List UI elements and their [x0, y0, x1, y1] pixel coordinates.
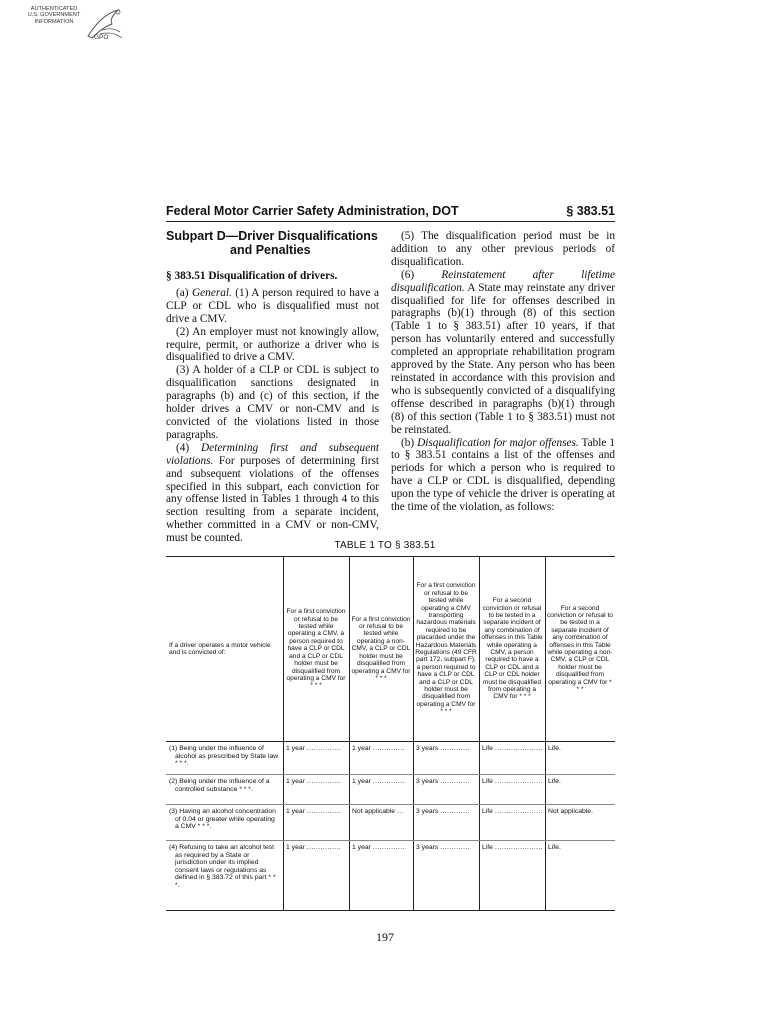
offense-cell: (3) Having an alcohol concentration of 0.04 or greater while operating a CMV * * *.: [169, 808, 276, 831]
period-cell: Life.: [548, 745, 561, 752]
eagle-emblem-icon: [82, 6, 142, 46]
paragraph-a6: (6) Reinstatement after lifetime disqualification. A State may reinstate any driver disqualified for life for offenses described in paragraphs (b)(1) through (8) of this section (Table 1 to § 383.51) after 10 years, if that person has voluntarily entered and successfully completed an appropriate rehabilitation program approved by the State. Any person who has been reinstated in accordance with this provision and who is subsequently convicted of a disqualifying offense described in paragraphs (b)(1) through (8) of this section (Table 1 to § 383.51) must not be reinstated.: [391, 268, 615, 436]
agency-title: Federal Motor Carrier Safety Administration, DOT: [166, 204, 459, 218]
logo-line: AUTHENTICATED: [30, 6, 78, 12]
section-heading: § 383.51 Disqualification of drivers.: [166, 270, 338, 282]
period-cell: Life: [482, 844, 493, 851]
period-cell: 1 year: [286, 844, 305, 851]
period-cell: 3 years: [416, 808, 439, 815]
logo-line: U.S. GOVERNMENT: [27, 12, 81, 19]
period-cell: Life: [482, 745, 493, 752]
header-rule: [166, 221, 615, 222]
period-cell: 1 year: [352, 745, 371, 752]
period-cell: Life: [482, 808, 493, 815]
table-row: (2) Being under the influence of a controlled substance * * *. 1 year ............... 1 year .............. 3 years ............. Life ..................... Life.: [166, 774, 615, 805]
table-header-cell: If a driver operates a motor vehicle and is convicted of:: [169, 641, 271, 656]
offense-cell: (4) Refusing to take an alcohol test as required by a State or jurisdiction under its implied consent laws or regulations as defined in § 383.72 of this part * * *.: [169, 844, 276, 889]
table-header-cell: For a first conviction or refusal to be tested while operating a CMV transporting hazardous materials required to be placarded under the Hazardous Materials Regulations (49 CFR part 172, subpart F), a person required to have a CLP or CDL and a CLP or CDL holder must be disqualified from operating a CMV for * * *: [415, 582, 477, 716]
gpo-mark: GPO: [94, 34, 109, 41]
section-number: § 383.51: [566, 204, 615, 218]
period-cell: 3 years: [416, 844, 439, 851]
subpart-title-continued: and Penalties: [230, 242, 311, 257]
running-header: [166, 204, 615, 218]
left-column: [166, 230, 379, 545]
paragraph-a2: (2) An employer must not knowingly allow, require, permit, or authorize a driver who is disqualified to drive a CMV.: [166, 325, 379, 364]
period-cell: 1 year: [352, 778, 371, 785]
paragraph-a5: (5) The disqualification period must be in addition to any other previous periods of disqualification.: [391, 230, 615, 268]
period-cell: 1 year: [286, 808, 305, 815]
table-header-cell: For a second conviction or refusal to be tested in a separate incident of any combination of offenses in this Table while operating a CMV, a person required to have a CLP or CDL and a CLP or CDL holder must be disqualified from operating a CMV for * * *: [481, 597, 543, 701]
table-header-row: [166, 556, 615, 742]
subpart-heading: [166, 230, 379, 257]
period-cell: Life.: [548, 844, 561, 851]
logo-line: INFORMATION: [34, 18, 74, 25]
period-cell: 1 year: [286, 745, 305, 752]
table-row: (3) Having an alcohol concentration of 0.04 or greater while operating a CMV * * *. 1 year ............... Not applicable ... 3 years ............. Life ..................... Not applicable.: [166, 804, 615, 841]
table-row: (1) Being under the influence of alcohol as prescribed by State law * * *. 1 year ............... 1 year .............. 3 years ............. Life ..................... Life.: [166, 741, 615, 775]
paragraph-a1: (a) General. (1) A person required to have a CLP or CDL who is disqualified must not drive a CMV.: [166, 286, 379, 325]
table-header-cell: For a second conviction or refusal to be tested in a separate incident of any combination of offenses in this Table while operating a non-CMV, a CLP or CDL holder must be disqualified from operating a CMV for * * *: [547, 604, 613, 694]
table-row: (4) Refusing to take an alcohol test as required by a State or jurisdiction under its implied consent laws or regulations as defined in § 383.72 of this part * * *. 1 year ............... 1 year .............. 3 years ............. Life ..................... Life.: [166, 840, 615, 911]
table-caption: TABLE 1 TO § 383.51: [334, 540, 436, 551]
period-cell: Not applicable.: [548, 808, 593, 815]
paragraph-a3: (3) A holder of a CLP or CDL is subject to disqualification sanctions designated in paragraphs (b) and (c) of this section, if the holder drives a CMV or non-CMV and is convicted of the violations listed in those paragraphs.: [166, 364, 379, 441]
paragraph-a4: (4) Determining first and subsequent violations. For purposes of determining first and subsequent violations of the offenses specified in this subpart, each conviction for any offense listed in Tables 1 through 4 to this section resulting from a separate incident, whether committed in a CMV or non-CMV, must be counted.: [166, 441, 379, 545]
period-cell: Not applicable: [352, 808, 396, 815]
period-cell: 3 years: [416, 778, 439, 785]
period-cell: Life.: [548, 778, 561, 785]
page-number: 197: [376, 930, 394, 944]
period-cell: Life: [482, 778, 493, 785]
gpo-authentication-logo: [22, 6, 142, 46]
period-cell: 1 year: [286, 778, 305, 785]
table-header-cell: For a first conviction or refusal to be tested while operating a non-CMV, a CLP or CDL holder must be disqualified from operating a CMV for * * *: [351, 615, 411, 682]
right-column: [391, 230, 615, 514]
paragraph-b: (b) Disqualification for major offenses. Table 1 to § 383.51 contains a list of the offenses and periods for which a person who is required to have a CLP or CDL is disqualified, depending upon the type of vehicle the driver is operating at the time of the violation, as follows:: [391, 436, 615, 514]
table-header-cell: For a first conviction or refusal to be tested while operating a CMV, a person required to have a CLP or CDL and a CLP or CDL holder must be disqualified from operating a CMV for * * *: [286, 608, 346, 690]
period-cell: 3 years: [416, 745, 439, 752]
offense-cell: (2) Being under the influence of a controlled substance * * *.: [169, 778, 270, 793]
period-cell: 1 year: [352, 844, 371, 851]
offense-cell: (1) Being under the influence of alcohol as prescribed by State law * * *.: [169, 745, 279, 768]
subpart-title: Subpart D—Driver Disqualifications: [166, 229, 378, 243]
